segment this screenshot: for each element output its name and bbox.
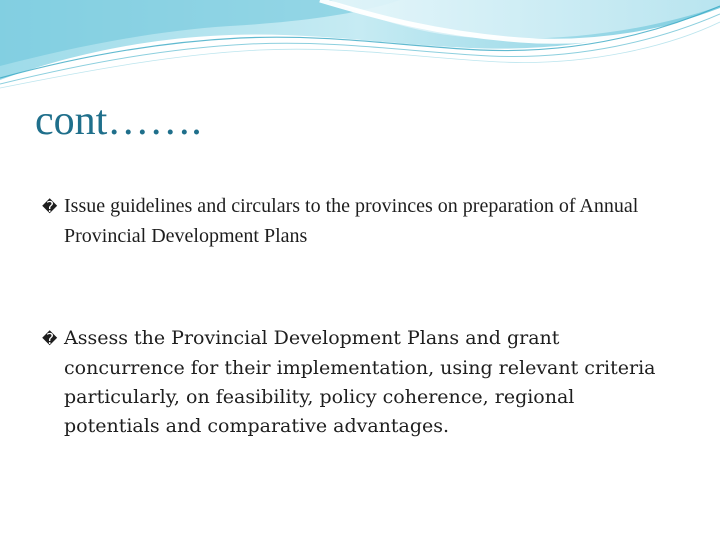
bullet-text: Assess the Provincial Development Plans and grant concurrence for their implementation, using relevant criteria particularly, on feasibility, policy coherence, regional potentials and comparative advantages.: [64, 327, 656, 437]
bullet-item-assess-plans: [42, 324, 664, 441]
bullet-marker-icon: �: [42, 330, 58, 348]
bullet-marker-icon: �: [42, 198, 58, 216]
bullet-text: Issue guidelines and circulars to the provinces on preparation of Annual Provincial Development Plans: [64, 195, 639, 247]
header-wave-decoration: [0, 0, 720, 90]
slide-title: cont…….: [35, 98, 202, 144]
bullet-item-guidelines: [42, 192, 714, 251]
